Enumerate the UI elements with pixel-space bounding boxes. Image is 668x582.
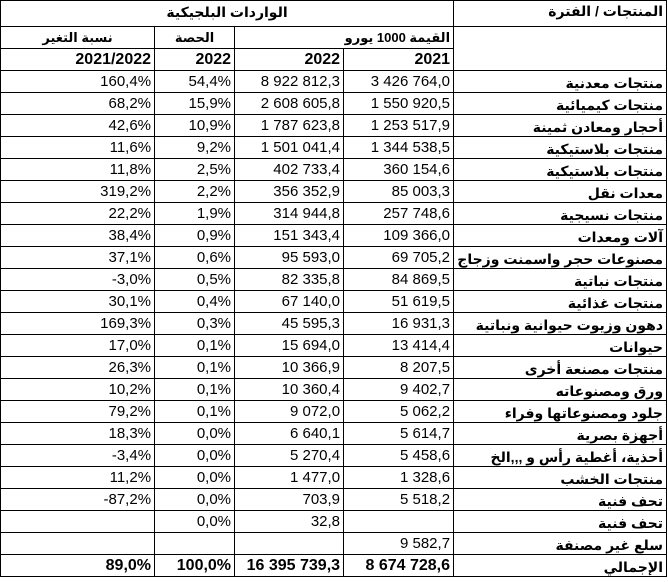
share-cell: 0,4% <box>155 291 235 313</box>
table-row <box>1 401 667 423</box>
value-2021-cell: 1 253 517,9 <box>344 115 454 137</box>
product-name-cell: منتجات نباتية <box>454 269 667 291</box>
value-2021-cell: 1 344 538,5 <box>344 137 454 159</box>
value-2021-cell: 84 869,5 <box>344 269 454 291</box>
value-2022-cell: 67 140,0 <box>235 291 344 313</box>
table-row <box>1 137 667 159</box>
change-cell <box>1 511 155 533</box>
value-2022-cell: 15 694,0 <box>235 335 344 357</box>
value-2022-cell: 151 343,4 <box>235 225 344 247</box>
share-cell <box>155 533 235 555</box>
table-row <box>1 533 667 555</box>
share-cell: 0,0% <box>155 511 235 533</box>
value-2022-cell: 8 922 812,3 <box>235 71 344 93</box>
share-cell: 2,5% <box>155 159 235 181</box>
product-name-cell: أحجار ومعادن ثمينة <box>454 115 667 137</box>
table-row <box>1 313 667 335</box>
value-2022-cell: 2 608 605,8 <box>235 93 344 115</box>
value-2021-cell: 5 614,7 <box>344 423 454 445</box>
table-row <box>1 423 667 445</box>
share-cell: 0,1% <box>155 401 235 423</box>
value-2021-cell <box>344 511 454 533</box>
value-2021-cell: 16 931,3 <box>344 313 454 335</box>
total-value-2021-cell: 8 674 728,6 <box>344 555 454 577</box>
share-year-header: 2022 <box>155 49 235 71</box>
product-name-cell: أحذية، أغطية رأس و ,,,الخ <box>454 445 667 467</box>
change-cell: 38,4% <box>1 225 155 247</box>
product-name-cell: منتجات غذائية <box>454 291 667 313</box>
change-cell: 169,3% <box>1 313 155 335</box>
change-cell: 37,1% <box>1 247 155 269</box>
change-cell: 18,3% <box>1 423 155 445</box>
empty-header-cell <box>454 27 667 49</box>
value-2022-cell: 1 477,0 <box>235 467 344 489</box>
value-2022-cell: 95 593,0 <box>235 247 344 269</box>
change-cell: -87,2% <box>1 489 155 511</box>
product-name-cell: منتجات كيميائية <box>454 93 667 115</box>
value-2021-cell: 13 414,4 <box>344 335 454 357</box>
product-name-cell: تحف فنية <box>454 511 667 533</box>
value-2022-cell: 5 270,4 <box>235 445 344 467</box>
total-change-cell: 89,0% <box>1 555 155 577</box>
value-2021-cell: 85 003,3 <box>344 181 454 203</box>
table-row <box>1 335 667 357</box>
share-cell: 0,3% <box>155 313 235 335</box>
share-cell: 0,6% <box>155 247 235 269</box>
value-2022-cell: 10 366,9 <box>235 357 344 379</box>
product-name-cell: مصنوعات حجر واسمنت وزجاج <box>454 247 667 269</box>
year-2021-header: 2021 <box>344 49 454 71</box>
change-cell: 160,4% <box>1 71 155 93</box>
value-2021-cell: 51 619,5 <box>344 291 454 313</box>
change-label-header: نسبة التغير <box>1 27 155 49</box>
table-row <box>1 181 667 203</box>
value-2021-cell: 9 582,7 <box>344 533 454 555</box>
value-2021-cell: 69 705,2 <box>344 247 454 269</box>
change-cell: 22,2% <box>1 203 155 225</box>
product-name-cell: منتجات بلاستيكية <box>454 159 667 181</box>
product-name-cell: أجهزة بصرية <box>454 423 667 445</box>
value-2021-cell: 8 207,5 <box>344 357 454 379</box>
total-value-2022-cell: 16 395 739,3 <box>235 555 344 577</box>
value-2022-cell: 703,9 <box>235 489 344 511</box>
table-row <box>1 225 667 247</box>
product-name-cell: منتجات مصنعة أخرى <box>454 357 667 379</box>
value-2021-cell: 5 518,2 <box>344 489 454 511</box>
product-name-cell: جلود ومصنوعاتها وفراء <box>454 401 667 423</box>
share-cell: 0,1% <box>155 357 235 379</box>
table-row <box>1 115 667 137</box>
table-row <box>1 445 667 467</box>
product-name-cell: تحف فنية <box>454 489 667 511</box>
value-2022-cell: 45 595,3 <box>235 313 344 335</box>
value-2022-cell: 82 335,8 <box>235 269 344 291</box>
share-cell: 0,9% <box>155 225 235 247</box>
share-cell: 0,0% <box>155 489 235 511</box>
empty-header-cell <box>454 49 667 71</box>
table-row <box>1 247 667 269</box>
year-2022-header: 2022 <box>235 49 344 71</box>
value-2021-cell: 109 366,0 <box>344 225 454 247</box>
table-row <box>1 357 667 379</box>
table-row <box>1 93 667 115</box>
value-2021-cell: 1 550 920,5 <box>344 93 454 115</box>
change-cell: 319,2% <box>1 181 155 203</box>
imports-title-header: الواردات البلجيكية <box>1 1 454 27</box>
share-cell: 1,9% <box>155 203 235 225</box>
change-cell: -3,0% <box>1 269 155 291</box>
share-cell: 9,2% <box>155 137 235 159</box>
product-name-cell: منتجات نسيجية <box>454 203 667 225</box>
table-row <box>1 467 667 489</box>
change-cell: 26,3% <box>1 357 155 379</box>
value-2022-cell: 1 501 041,4 <box>235 137 344 159</box>
value-2021-cell: 9 402,7 <box>344 379 454 401</box>
value-2022-cell: 402 733,4 <box>235 159 344 181</box>
change-cell: 11,8% <box>1 159 155 181</box>
change-period-header: 2021/2022 <box>1 49 155 71</box>
value-2022-cell <box>235 533 344 555</box>
share-cell: 2,2% <box>155 181 235 203</box>
share-cell: 0,1% <box>155 379 235 401</box>
value-2022-cell: 32,8 <box>235 511 344 533</box>
product-name-cell: سلع غير مصنفة <box>454 533 667 555</box>
total-row <box>1 555 667 577</box>
value-2021-cell: 1 328,6 <box>344 467 454 489</box>
product-name-cell: معدات نقل <box>454 181 667 203</box>
share-cell: 54,4% <box>155 71 235 93</box>
product-name-cell: حيوانات <box>454 335 667 357</box>
change-cell: 11,2% <box>1 467 155 489</box>
value-2021-cell: 257 748,6 <box>344 203 454 225</box>
product-name-cell: منتجات الخشب <box>454 467 667 489</box>
share-cell: 0,1% <box>155 335 235 357</box>
value-2021-cell: 3 426 764,0 <box>344 71 454 93</box>
change-cell: 30,1% <box>1 291 155 313</box>
value-2021-cell: 360 154,6 <box>344 159 454 181</box>
value-2022-cell: 6 640,1 <box>235 423 344 445</box>
total-share-cell: 100,0% <box>155 555 235 577</box>
value-2022-cell: 314 944,8 <box>235 203 344 225</box>
product-name-cell: دهون وزيوت حيوانية ونباتية <box>454 313 667 335</box>
product-period-header: المنتجات / الفترة <box>454 1 667 27</box>
value-2022-cell: 1 787 623,8 <box>235 115 344 137</box>
table-row <box>1 203 667 225</box>
value-2021-cell: 5 458,6 <box>344 445 454 467</box>
table-row <box>1 269 667 291</box>
value-2022-cell: 10 360,4 <box>235 379 344 401</box>
value-2022-cell: 9 072,0 <box>235 401 344 423</box>
share-cell: 0,0% <box>155 445 235 467</box>
product-name-cell: ورق ومصنوعاته <box>454 379 667 401</box>
change-cell: 11,6% <box>1 137 155 159</box>
table-row <box>1 511 667 533</box>
change-cell: 17,0% <box>1 335 155 357</box>
product-name-cell: منتجات معدنية <box>454 71 667 93</box>
value-label-header: القيمة 1000 يورو <box>235 27 454 49</box>
table-row <box>1 291 667 313</box>
table-row <box>1 489 667 511</box>
share-cell: 0,0% <box>155 423 235 445</box>
table-row <box>1 379 667 401</box>
table-row <box>1 71 667 93</box>
change-cell: 10,2% <box>1 379 155 401</box>
share-cell: 15,9% <box>155 93 235 115</box>
share-cell: 0,0% <box>155 467 235 489</box>
share-cell: 10,9% <box>155 115 235 137</box>
change-cell: 79,2% <box>1 401 155 423</box>
product-name-cell: آلات ومعدات <box>454 225 667 247</box>
change-cell <box>1 533 155 555</box>
change-cell: 42,6% <box>1 115 155 137</box>
table-row <box>1 159 667 181</box>
product-name-cell: منتجات بلاستيكية <box>454 137 667 159</box>
share-label-header: الحصة <box>155 27 235 49</box>
value-2021-cell: 5 062,2 <box>344 401 454 423</box>
change-cell: 68,2% <box>1 93 155 115</box>
share-cell: 0,5% <box>155 269 235 291</box>
value-2022-cell: 356 352,9 <box>235 181 344 203</box>
change-cell: -3,4% <box>1 445 155 467</box>
total-label-cell: الإجمالي <box>454 555 667 577</box>
